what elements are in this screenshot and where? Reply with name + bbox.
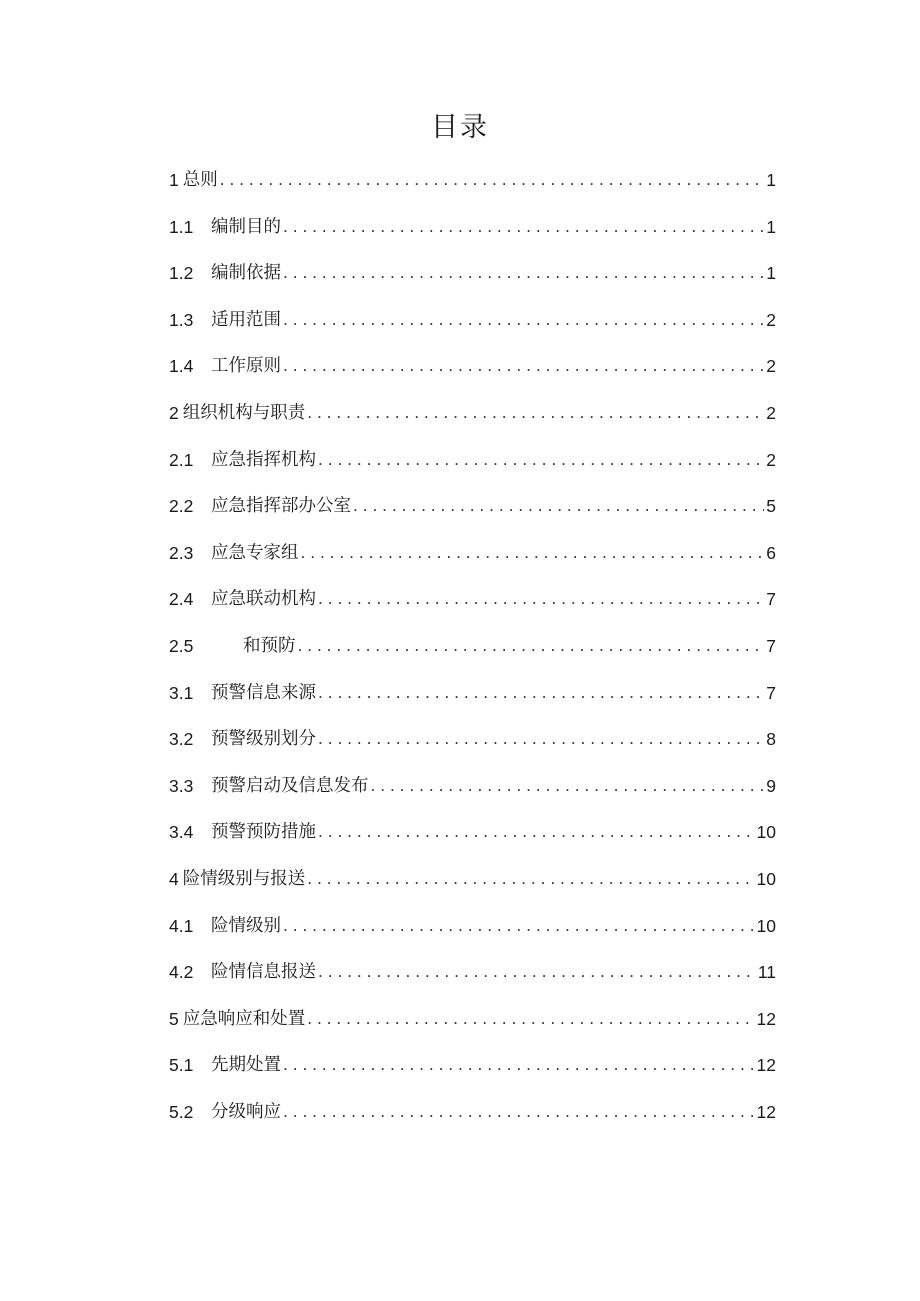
toc-entry-label: 编制目的 bbox=[211, 216, 281, 237]
toc-entry[interactable] bbox=[169, 530, 776, 577]
toc-entry[interactable] bbox=[169, 903, 776, 950]
toc-entry-page: 2 bbox=[766, 356, 776, 377]
toc-entry-number: 5.2 bbox=[169, 1101, 194, 1122]
toc-entry-page: 11 bbox=[757, 962, 776, 983]
toc-entry[interactable] bbox=[169, 809, 776, 856]
toc-entry-label: 预警级别划分 bbox=[211, 729, 316, 750]
toc-entry-label: 预警信息来源 bbox=[211, 682, 316, 703]
toc-entry-label: 组织机构与职责 bbox=[182, 402, 306, 423]
toc-leader-dots bbox=[301, 529, 765, 577]
toc-entry-number: 2.1 bbox=[169, 449, 194, 470]
toc-entry-number: 1.4 bbox=[169, 356, 194, 377]
toc-entry[interactable] bbox=[169, 157, 776, 204]
toc-entry-page: 8 bbox=[766, 729, 776, 750]
toc-entry-label: 先期处置 bbox=[211, 1055, 281, 1076]
toc-entry-page: 1 bbox=[766, 216, 776, 237]
toc-entry[interactable] bbox=[169, 949, 776, 996]
toc-entry-number: 1 bbox=[169, 170, 179, 190]
toc-leader-dots bbox=[307, 855, 754, 903]
toc-entry-page: 1 bbox=[766, 170, 776, 190]
toc-leader-dots bbox=[307, 995, 754, 1043]
toc-entry-label: 分级响应 bbox=[211, 1101, 281, 1122]
toc-leader-dots bbox=[283, 296, 764, 344]
toc-entry-label: 应急专家组 bbox=[211, 542, 299, 563]
toc-entry[interactable] bbox=[169, 483, 776, 530]
toc-entry-number: 5 bbox=[169, 1008, 179, 1029]
toc-leader-dots bbox=[353, 482, 764, 530]
toc-entry-page: 6 bbox=[766, 542, 776, 563]
toc-entry-label: 险情级别与报送 bbox=[182, 868, 306, 889]
toc-entry-number: 2.2 bbox=[169, 496, 194, 517]
toc-entry-label: 预警预防措施 bbox=[211, 822, 316, 843]
toc-leader-dots bbox=[318, 575, 764, 623]
toc-leader-dots bbox=[318, 948, 756, 996]
toc-entry-page: 2 bbox=[766, 449, 776, 470]
toc-leader-dots bbox=[298, 622, 765, 670]
toc-entry-page: 12 bbox=[756, 1101, 776, 1122]
toc-entry[interactable] bbox=[169, 1089, 776, 1136]
toc-entry-number: 3.4 bbox=[169, 822, 194, 843]
toc-entry-page: 5 bbox=[766, 496, 776, 517]
toc-entry[interactable] bbox=[169, 670, 776, 717]
toc-entry-number: 3.3 bbox=[169, 775, 194, 796]
toc-entry-label: 适用范围 bbox=[211, 309, 281, 330]
toc-entry-page: 12 bbox=[756, 1055, 776, 1076]
toc-entry-page: 2 bbox=[766, 402, 776, 423]
toc-entry-label: 应急响应和处置 bbox=[182, 1008, 306, 1029]
toc-leader-dots bbox=[318, 808, 755, 856]
toc-entry-page: 2 bbox=[766, 309, 776, 330]
toc-entry-page: 7 bbox=[766, 682, 776, 703]
toc-leader-dots bbox=[318, 436, 764, 484]
toc-entry[interactable] bbox=[169, 1042, 776, 1089]
toc-entry-label: 工作原则 bbox=[211, 356, 281, 377]
toc-leader-dots bbox=[307, 389, 764, 437]
toc-entry[interactable] bbox=[169, 856, 776, 903]
toc-leader-dots bbox=[283, 902, 755, 950]
toc-leader-dots bbox=[371, 762, 765, 810]
toc-entry-label: 和预防 bbox=[243, 635, 296, 656]
toc-entry-number: 1.1 bbox=[169, 216, 194, 237]
toc-entry-label: 应急联动机构 bbox=[211, 589, 316, 610]
toc-entry-number: 2 bbox=[169, 402, 179, 423]
toc-entry-page: 1 bbox=[766, 263, 776, 284]
toc-entry-number: 1.2 bbox=[169, 263, 194, 284]
toc-entry-label: 编制依据 bbox=[211, 263, 281, 284]
toc-entry-number: 4.1 bbox=[169, 915, 194, 936]
toc-entry-label: 应急指挥机构 bbox=[211, 449, 316, 470]
toc-entry-page: 12 bbox=[756, 1008, 776, 1029]
toc-leader-dots bbox=[283, 1088, 755, 1136]
toc-entry-number: 1.3 bbox=[169, 309, 194, 330]
toc-entry-number: 3.2 bbox=[169, 729, 194, 750]
toc-entry-number: 2.5 bbox=[169, 635, 194, 656]
toc-leader-dots bbox=[318, 669, 764, 717]
toc-entry-label: 总则 bbox=[182, 170, 218, 190]
toc-entry-number: 2.3 bbox=[169, 542, 194, 563]
page-title: 目录 bbox=[431, 112, 489, 143]
toc-entry-page: 10 bbox=[756, 868, 776, 889]
toc-entry[interactable] bbox=[169, 343, 776, 390]
toc-entry-number: 5.1 bbox=[169, 1055, 194, 1076]
toc-entry[interactable] bbox=[169, 437, 776, 484]
toc-entry-page: 10 bbox=[756, 915, 776, 936]
toc-entry[interactable] bbox=[169, 763, 776, 810]
toc-entry-number: 3.1 bbox=[169, 682, 194, 703]
toc-entry-number: 4.2 bbox=[169, 962, 194, 983]
toc-entry-page: 10 bbox=[756, 822, 776, 843]
toc-entry[interactable] bbox=[169, 623, 776, 670]
toc-entry[interactable] bbox=[169, 576, 776, 623]
toc-entry[interactable] bbox=[169, 716, 776, 763]
toc-entry-label: 应急指挥部办公室 bbox=[211, 496, 351, 517]
toc-entry[interactable] bbox=[169, 250, 776, 297]
toc-leader-dots bbox=[220, 156, 765, 204]
toc-entry[interactable] bbox=[169, 390, 776, 437]
toc-leader-dots bbox=[283, 249, 764, 297]
toc-entry[interactable] bbox=[169, 204, 776, 251]
toc-entry[interactable] bbox=[169, 297, 776, 344]
toc-entry-number: 2.4 bbox=[169, 589, 194, 610]
toc-leader-dots bbox=[283, 342, 764, 390]
toc-entry-page: 7 bbox=[766, 589, 776, 610]
toc-leader-dots bbox=[283, 1041, 755, 1089]
toc-entry-page: 9 bbox=[766, 775, 776, 796]
toc-leader-dots bbox=[318, 715, 764, 763]
toc-entry-page: 7 bbox=[766, 635, 776, 656]
toc-entry[interactable] bbox=[169, 996, 776, 1043]
toc-leader-dots bbox=[283, 203, 764, 251]
toc-entry-label: 险情级别 bbox=[211, 915, 281, 936]
toc-entry-number: 4 bbox=[169, 868, 179, 889]
table-of-contents bbox=[169, 157, 776, 1135]
toc-entry-label: 险情信息报送 bbox=[211, 962, 316, 983]
toc-entry-label: 预警启动及信息发布 bbox=[211, 775, 369, 796]
